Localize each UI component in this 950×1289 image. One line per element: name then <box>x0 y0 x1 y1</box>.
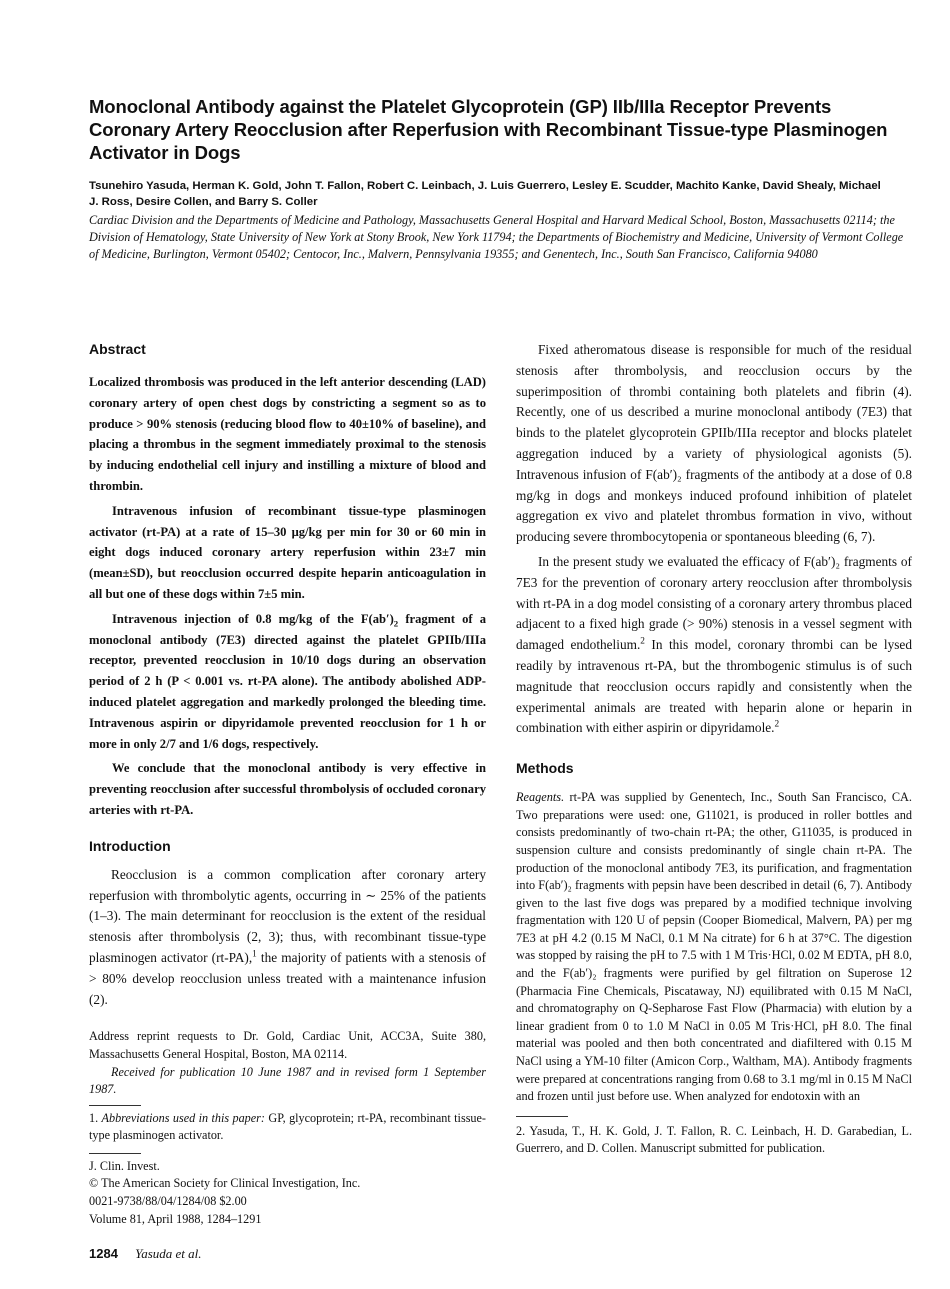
journal-name: J. Clin. Invest. <box>89 1158 160 1173</box>
footnote-marker: 1 <box>252 949 257 960</box>
copyright-line: © The American Society for Clinical Investigation, Inc. <box>89 1176 361 1191</box>
right-column <box>516 340 912 1158</box>
footnote-2: 2. Yasuda, T., H. K. Gold, J. T. Fallon, R. C. Leinbach, H. D. Garabedian, L. Guerrero, and D. Collen. Manuscript submitted for publication. <box>516 1123 912 1156</box>
body-paragraph <box>516 789 912 1106</box>
notes-block <box>89 1028 486 1228</box>
intro-continuation <box>516 340 912 739</box>
footnote-rule <box>89 1153 141 1154</box>
text-run: In this model, coronary thrombi can be lysed readily by intravenous rt-PA, but the thrombogenic stimulus is of such magnitude that reocclusion occurs rapidly and consistently when the experimental animals are treated with heparin alone or heparin in combination with either aspirin or dipyridamole. <box>516 637 912 736</box>
subscript: 2 <box>393 618 399 629</box>
page-number: 1284 <box>89 1246 118 1261</box>
author-list: Tsunehiro Yasuda, Herman K. Gold, John T. Fallon, Robert C. Leinbach, J. Luis Guerrero, Lesley E. Scudder, Machito Kanke, David Shealy, Michael J. Ross, Desire Collen, and Barry S. Coller <box>89 180 881 208</box>
methods-heading: Methods <box>516 760 574 777</box>
footnote-text: GP, glycoprotein; rt-PA, recombinant tissue-type plasminogen activator. <box>89 1110 486 1143</box>
footnote-rule <box>89 1105 141 1106</box>
footnote-block <box>516 1116 912 1158</box>
article-title: Monoclonal Antibody against the Platelet Glycoprotein (GP) IIb/IIIa Receptor Prevents Coronary Artery Reocclusion after Reperfusion with Recombinant Tissue-type Plasminogen Activator in Dogs <box>89 96 888 163</box>
body-paragraph: Fixed atheromatous disease is responsible for much of the residual stenosis after thrombolysis, and reocclusion occurs by the superimposition of thrombi containing both platelets and fibrin (4). Recently, one of us described a murine monoclonal antibody (7E3) that binds to the platelet glycoprotein GPIIb/IIIa receptor and blocks platelet aggregation induced by a variety of physiological agonists (5). Intravenous infusion of F(ab′)₂ fragments of the antibody at a dose of 0.8 mg/kg in dogs and monkeys induced profound inhibition of platelet aggregation ex vivo and platelet thrombus formation in vivo, without producing severe thrombocytopenia or spontaneous bleeding (6, 7). <box>516 342 912 545</box>
footnote-marker: 2 <box>774 719 780 730</box>
affiliations: Cardiac Division and the Departments of Medicine and Pathology, Massachusetts General Hospital and Harvard Medical School, Boston, Massachusetts 02114; the Division of Hematology, State University of New York at Stony Brook, New York 11794; the Departments of Biochemistry and Medicine, University of Vermont College of Medicine, Burlington, Vermont 05402; Centocor, Inc., Malvern, Pennsylvania 19355; and Genentech, Inc., South San Francisco, California 94080 <box>89 213 904 262</box>
abstract-paragraph: We conclude that the monoclonal antibody is very effective in preventing reocclusion after successful thrombolysis of occluded coronary arteries with rt-PA. <box>89 761 486 817</box>
footnote-rule <box>516 1116 568 1117</box>
methods-section <box>516 759 912 1106</box>
footnote-marker: 2 <box>640 636 645 647</box>
body-paragraph <box>516 552 912 739</box>
running-head: Yasuda et al. <box>135 1246 202 1261</box>
left-column <box>89 340 486 1228</box>
abstract-heading: Abstract <box>89 341 146 357</box>
footnote-1 <box>89 1110 486 1145</box>
text-run: Intravenous injection of 0.8 mg/kg of the F(ab′) <box>112 611 394 626</box>
introduction-heading: Introduction <box>89 837 171 854</box>
abstract-paragraph: Localized thrombosis was produced in the left anterior descending (LAD) coronary artery of open chest dogs by constricting a segment so as to produce > 90% stenosis (reducing blood flow to 40±10% of baseline), and placing a thrombus in the segment immediately proximal to the stenosis by inducing endothelial cell injury and instilling a mixture of blood and thrombin. <box>89 375 486 493</box>
introduction-section <box>89 837 486 1011</box>
text-run: rt-PA was supplied by Genentech, Inc., South San Francisco, CA. Two preparations were used: one, G11021, is produced in roller bottles and consists predominantly of two-chain rt-PA; the other, G11035, is produced in suspension culture and consists predominantly of single chain rt-PA. The production of the monoclonal antibody 7E3, its purification, and fragmentation into F(ab′)₂ fragments with pepsin have been described in detail (6, 7). Antibody given to the last five dogs was prepared by a modified technique involving fragmentation with 120 U of pepsin (Cooper Biomedical, Malvern, PA) per mg 7E3 at pH 4.2 (0.15 M NaCl, 0.1 M Na citrate) for 6 h at 37°C. The digestion was stopped by raising the pH to 7.5 with 1 M Tris·HCl, 0.02 M EDTA, pH 8.0, and the F(ab′)₂ fragments were purified by gel filtration on Superose 12 (Pharmacia Fine Chemicals, Piscataway, NJ) equilibrated with 0.15 M NaCl, and chromatography on Q-Sepharose Fast Flow (Pharmacia) with elution by a linear gradient from 0 to 1.0 M NaCl in 0.05 M Tris·HCl, pH 8.0. The final material was pooled and then both concentrated and diafiltered with 0.15 M NaCl using a YM-10 filter (Amicon Corp., Waltham, MA). Antibody fragments were prepared at concentrations ranging from 0.68 to 3.1 mg/ml in 0.15 M NaCl and frozen until just before use. When analyzed for endotoxin with an <box>516 790 912 1104</box>
volume-line: Volume 81, April 1988, 1284–1291 <box>89 1211 262 1226</box>
text-run: In the present study we evaluated the efficacy of F(ab′)₂ fragments of 7E3 for the prevention of coronary artery reocclusion after thrombolysis with rt-PA in a dog model consisting of a coronary artery thrombus placed adjacent to a fixed high grade (> 90%) stenosis in a vessel segment with damaged endothelium. <box>516 553 912 653</box>
text-run: fragment of a monoclonal antibody (7E3) directed against the platelet GPIIb/IIIa receptor, prevented reocclusion in 10/10 dogs during an observation period of 2 h (P < 0.001 vs. rt-PA alone). The antibody abolished ADP-induced platelet aggregation and markedly prolonged the bleeding time. Intravenous aspirin or dipyridamole prevented reocclusion for 1 h or more in only 2/7 and 1/6 dogs, respectively. <box>89 611 486 751</box>
abstract-paragraph: Intravenous infusion of recombinant tissue-type plasminogen activator (rt-PA) at a rate of 15–30 μg/kg per min for 30 or 60 min in eight dogs induced coronary artery reperfusion within 23±7 min (mean±SD), but reocclusion occurred despite heparin anticoagulation in all but one of these dogs within 7±5 min. <box>89 503 486 601</box>
page-footer <box>89 1246 202 1262</box>
footnote-number: 1. <box>89 1110 102 1125</box>
received-note: Received for publication 10 June 1987 and in revised form 1 September 1987. <box>89 1064 486 1097</box>
text-run: the majority of patients with a stenosis of > 80% develop reocclusion unless treated with a maintenance infusion (2). <box>89 949 486 1007</box>
issn-line: 0021-9738/88/04/1284/08 $2.00 <box>89 1194 247 1209</box>
run-in-heading: Reagents. <box>516 790 565 805</box>
abstract-paragraph <box>89 609 486 755</box>
text-run: Reocclusion is a common complication after coronary artery reperfusion with thrombolytic agents, occurring in ∼ 25% of the patients (1–3). The main determinant for reocclusion is the extent of the residual stenosis after thrombolysis (2, 3); thus, with recombinant tissue-type plasminogen activator (rt-PA), <box>89 866 486 965</box>
footnote-label: Abbreviations used in this paper: <box>101 1110 265 1125</box>
body-paragraph <box>89 865 486 1011</box>
reprint-note: Address reprint requests to Dr. Gold, Cardiac Unit, ACC3A, Suite 380, Massachusetts General Hospital, Boston, MA 02114. <box>89 1029 486 1061</box>
abstract-section <box>89 340 486 821</box>
